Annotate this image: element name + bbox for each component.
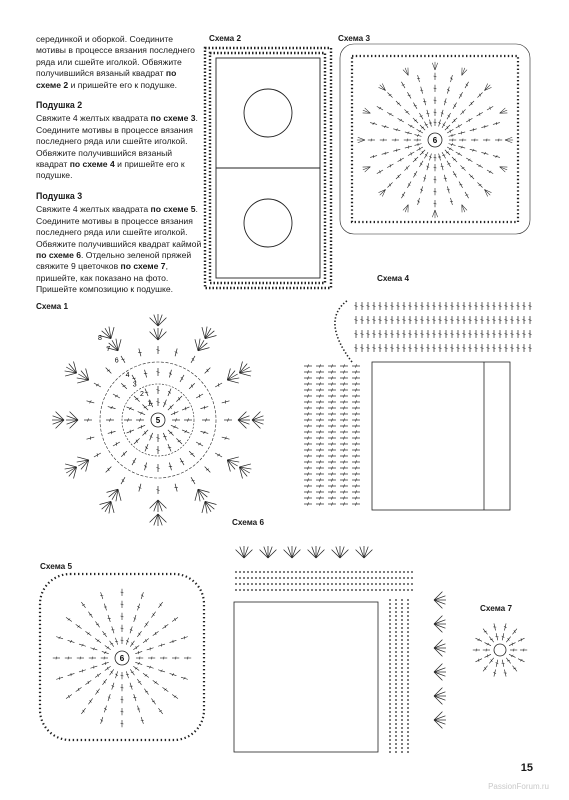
pillow2-text: Свяжите 4 желтых квадрата по схеме 3. Соедините мотивы в процессе вязания последнего ряда или сшейте иголкой. Обвяжите получившийся вязаный квадрат по схеме 4 и пришейте его к подушке.	[36, 113, 198, 181]
scheme2-label: Схема 2	[209, 34, 242, 43]
scheme3-label: Схема 3	[338, 34, 371, 43]
pillow3-title: Подушка 3	[36, 190, 83, 201]
scheme4-top-rows	[354, 302, 531, 352]
page-number: 15	[520, 762, 533, 774]
scheme7-diagram	[473, 623, 527, 677]
scheme1-row-number: 3	[132, 381, 137, 389]
scheme1-row-number: 2	[140, 391, 144, 398]
scheme2-motif-bottom	[244, 199, 292, 247]
watermark: PassionForum.ru	[488, 782, 549, 791]
scheme7-label: Схема 7	[480, 604, 513, 613]
scheme1-row-number: 1	[147, 400, 152, 408]
pillow3-text: Свяжите 4 желтых квадрата по схеме 5. Соедините мотивы в процессе вязания последнего ряда или сшейте иголкой. Обвяжите получившийся квадрат каймой по схеме 6. Отдельно зеленой пряжей свяжите 9 цветочков по схеме 7, пришейте, как показано на фото. Пришейте композицию к подушке.	[36, 204, 202, 295]
scheme2-diagram	[205, 48, 331, 288]
scheme1-row-number: 7	[106, 346, 111, 354]
scheme2-motif-top	[244, 89, 292, 137]
scheme6-rows	[235, 571, 413, 753]
scheme6-label: Схема 6	[232, 518, 265, 527]
scheme5-label: Схема 5	[40, 562, 73, 571]
scheme4-corner	[335, 300, 352, 362]
scheme7-center-ring	[494, 644, 506, 656]
scheme1-row-numbers	[98, 335, 151, 408]
pillow2-title: Подушка 2	[36, 100, 83, 111]
scheme3-diagram	[340, 44, 530, 234]
scheme4-label: Схема 4	[377, 274, 410, 283]
scheme5-diagram	[40, 574, 204, 740]
scheme7-rays	[473, 623, 527, 677]
scheme1-row-number: 6	[114, 357, 119, 365]
scheme5-center-number: 6	[119, 654, 125, 663]
scheme1-row-number: 8	[98, 335, 102, 342]
scheme1-center-number: 5	[155, 416, 161, 425]
scheme4-frame	[372, 362, 510, 510]
scheme1-row-number: 4	[125, 371, 130, 379]
scheme4-left-rows	[304, 364, 360, 505]
scheme3-center-number: 6	[432, 136, 438, 145]
scheme6-frame	[234, 602, 378, 752]
scheme1-label: Схема 1	[36, 302, 69, 311]
scheme6-fans	[236, 546, 446, 728]
scheme4-diagram	[304, 300, 532, 510]
scheme1-diagram	[52, 314, 264, 526]
scheme6-diagram	[234, 546, 446, 753]
intro-paragraph: серединкой и оборкой. Соедините мотивы в процессе вязания последнего ряда или сшейте иголкой. Обвяжите получившийся вязаный квадрат по схеме 2 и пришейте его к подушке.	[36, 34, 195, 90]
